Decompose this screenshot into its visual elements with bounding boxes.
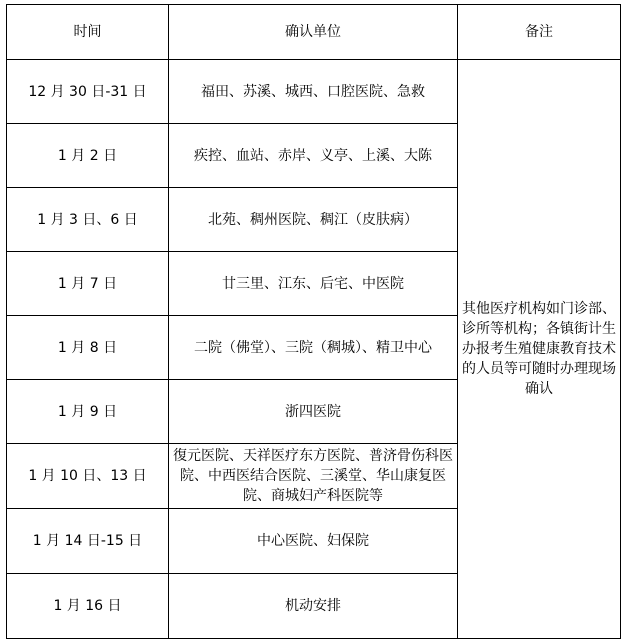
- time-cell: 1 月 14 日-15 日: [7, 509, 169, 574]
- time-cell: 1 月 3 日、6 日: [7, 188, 169, 252]
- schedule-table: [6, 4, 621, 639]
- units-cell: 福田、苏溪、城西、口腔医院、急救: [169, 60, 458, 124]
- header-row: [7, 5, 621, 60]
- header-note: 备注: [458, 5, 621, 60]
- time-cell: 1 月 9 日: [7, 380, 169, 444]
- time-cell: 1 月 10 日、13 日: [7, 444, 169, 509]
- note-cell: 其他医疗机构如门诊部、诊所等机构；各镇街计生办报考生殖健康教育技术的人员等可随时办理现场确认: [458, 60, 621, 639]
- units-cell: 浙四医院: [169, 380, 458, 444]
- header-time: 时间: [7, 5, 169, 60]
- units-cell: 疾控、血站、赤岸、义亭、上溪、大陈: [169, 124, 458, 188]
- units-cell: 廿三里、江东、后宅、中医院: [169, 252, 458, 316]
- units-cell: 復元医院、天祥医疗东方医院、普济骨伤科医院、中西医结合医院、三溪堂、华山康复医院、商城妇产科医院等: [169, 444, 458, 509]
- time-cell: 1 月 8 日: [7, 316, 169, 380]
- table-row: [7, 60, 621, 124]
- units-cell: 北苑、稠州医院、稠江（皮肤病）: [169, 188, 458, 252]
- header-units: 确认单位: [169, 5, 458, 60]
- time-cell: 1 月 2 日: [7, 124, 169, 188]
- time-cell: 12 月 30 日-31 日: [7, 60, 169, 124]
- time-cell: 1 月 7 日: [7, 252, 169, 316]
- units-cell: 二院（佛堂）、三院（稠城）、精卫中心: [169, 316, 458, 380]
- units-cell: 机动安排: [169, 574, 458, 639]
- units-cell: 中心医院、妇保院: [169, 509, 458, 574]
- time-cell: 1 月 16 日: [7, 574, 169, 639]
